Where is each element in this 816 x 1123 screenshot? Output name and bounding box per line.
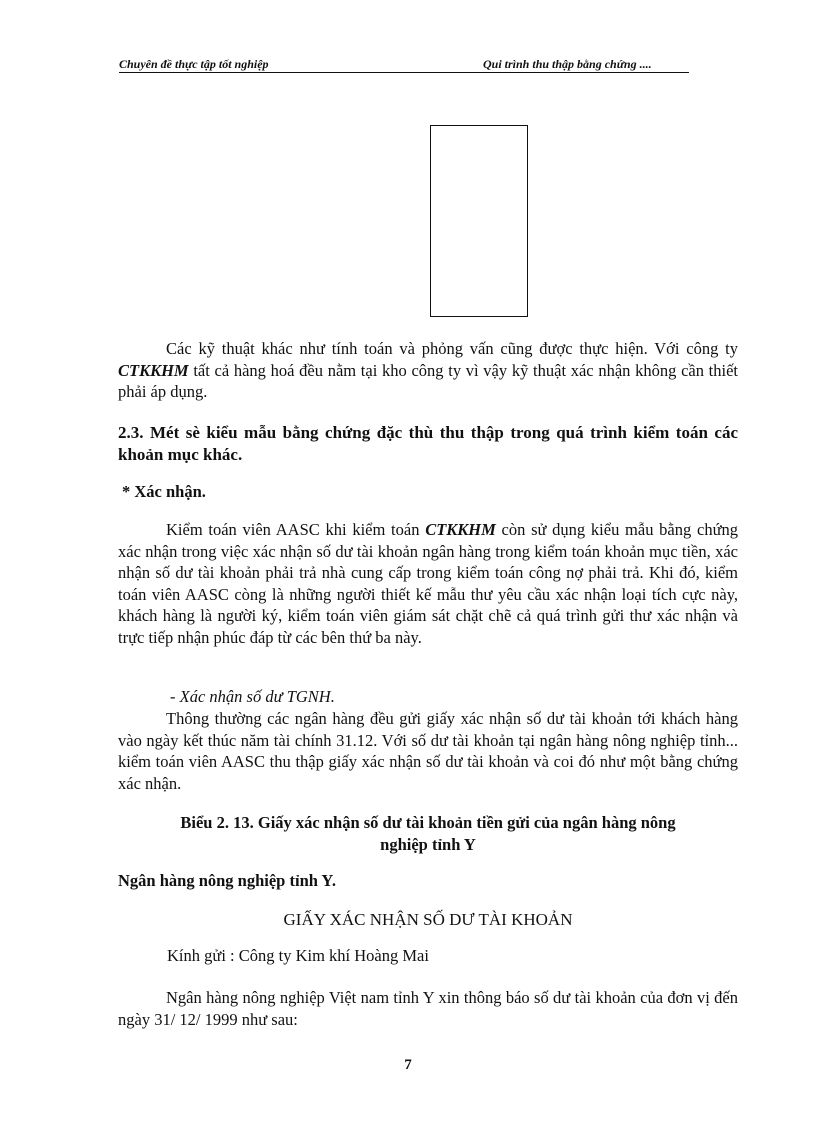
- bank-name: Ngân hàng nông nghiệp tỉnh Y.: [118, 871, 336, 890]
- company-abbreviation: CTKKHM: [118, 360, 189, 380]
- page-number: 7: [404, 1057, 412, 1073]
- addressee-line: Kính gửi : Công ty Kim khí Hoàng Mai: [167, 946, 429, 965]
- paragraph-notice: Ngân hàng nông nghiệp Việt nam tỉnh Y xin thông báo số dư tài khoản của đơn vị đến ngày 31/ 12/ 1999 như sau:: [118, 988, 738, 1029]
- paragraph-other-techniques: [118, 338, 738, 403]
- paragraph-confirmation: [118, 519, 738, 648]
- empty-figure-box: [430, 125, 528, 317]
- running-header-right: Qui trình thu thập bằng chứng ....: [483, 57, 652, 71]
- paragraph-text: Các kỹ thuật khác như tính toán và phỏng vấn cũng được thực hiện. Với công ty: [166, 339, 738, 358]
- section-heading: 2.3. Mét sè kiểu mẫu bằng chứng đặc thù thu thập trong quá trình kiểm toán các khoản mục khác.: [118, 423, 738, 464]
- paragraph-bank-balance: Thông thường các ngân hàng đều gửi giấy xác nhận số dư tài khoản tới khách hàng vào ngày kết thúc năm tài chính 31.12. Với số dư tài khoản tại ngân hàng nông nghiệp tỉnh... kiểm toán viên AASC thu thập giấy xác nhận số dư tài khoản và coi đó như một bằng chứng xác nhận.: [118, 709, 738, 793]
- figure-caption: [118, 812, 738, 855]
- header-divider: [119, 72, 689, 73]
- sub-item-heading: - Xác nhận số dư TGNH.: [170, 687, 335, 706]
- paragraph-text: Kiểm toán viên AASC khi kiểm toán: [166, 520, 426, 539]
- bullet-heading: * Xác nhận.: [122, 482, 206, 501]
- figure-caption-line-2: nghiệp tỉnh Y: [380, 834, 476, 854]
- paragraph-text: tất cả hàng hoá đều nằm tại kho công ty vì vậy kỹ thuật xác nhận không cần thiết phải áp dụng.: [118, 360, 738, 401]
- company-abbreviation: CTKKHM: [425, 520, 496, 539]
- running-header-left: Chuyên đề thực tập tốt nghiệp: [119, 57, 269, 71]
- figure-caption-line-1: Biểu 2. 13. Giấy xác nhận số dư tài khoản tiền gửi của ngân hàng nông: [180, 813, 676, 832]
- document-title: GIẤY XÁC NHẬN SỐ DƯ TÀI KHOẢN: [283, 910, 573, 929]
- paragraph-text: còn sử dụng kiểu mẫu bằng chứng xác nhận trong việc xác nhận số dư tài khoản ngân hàng trong kiểm toán khoản mục tiền, xác nhận số dư tài khoản phải trả nhà cung cấp trong kiểm toán công nợ phải trả. Khi đó, kiểm toán viên AASC còng là những người thiết kế mẫu thư yêu cầu xác nhận loại tích cực này, khách hàng là người ký, kiểm toán viên giám sát chặt chẽ cả quá trình gửi thư xác nhận và trực tiếp nhận phúc đáp từ các bên thứ ba này.: [118, 520, 739, 647]
